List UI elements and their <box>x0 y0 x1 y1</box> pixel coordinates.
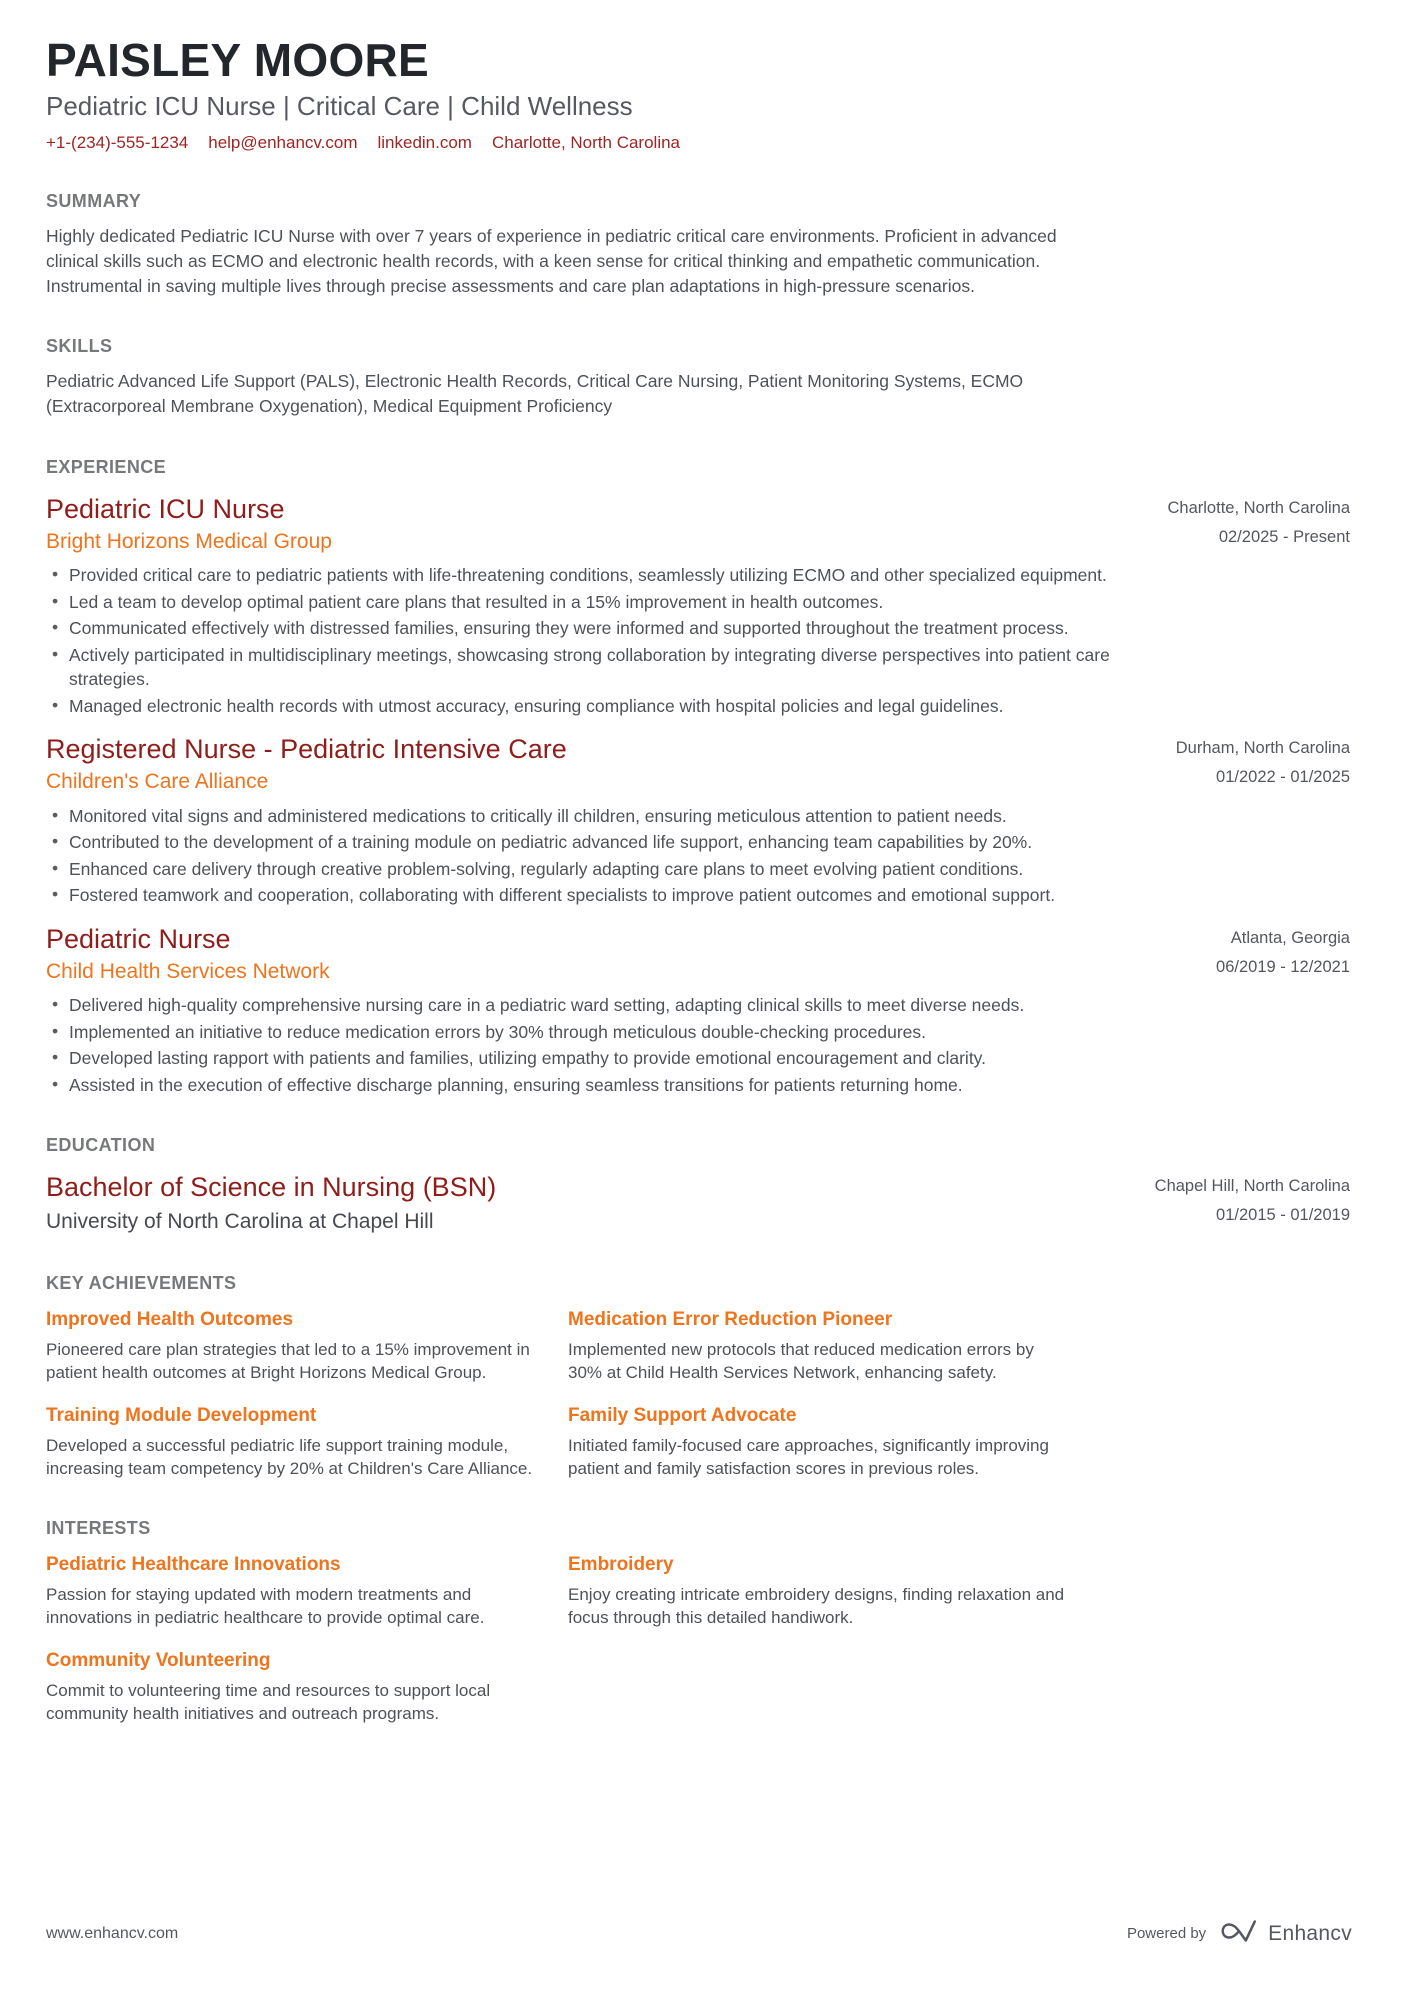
contact-linkedin-link[interactable]: linkedin.com <box>377 132 472 152</box>
contact-phone: +1-(234)-555-1234 <box>46 132 189 152</box>
interest-item <box>46 1553 546 1629</box>
education-school: University of North Carolina at Chapel Hill <box>46 1210 434 1234</box>
education-meta <box>1155 1172 1350 1230</box>
enhancv-brand <box>1218 1916 1352 1951</box>
candidate-name: PAISLEY MOORE <box>46 34 430 86</box>
education-dates: 01/2015 - 01/2019 <box>1216 1206 1350 1225</box>
job-dates: 02/2025 - Present <box>1218 528 1350 547</box>
interest-text: Enjoy creating intricate embroidery designs, finding relaxation and focus through this detailed handiwork. <box>568 1585 1065 1627</box>
education-section <box>46 1135 1350 1235</box>
job-meta <box>1168 494 1351 552</box>
interest-title: Embroidery <box>568 1554 674 1576</box>
achievement-text: Implemented new protocols that reduced medication errors by 30% at Child Health Services Network, enhancing safety. <box>568 1340 1034 1382</box>
skills-text: Pediatric Advanced Life Support (PALS), Electronic Health Records, Critical Care Nursing, Patient Monitoring Systems, ECMO (Extracorporeal Membrane Oxygenation), Medical Equipment Proficiency <box>46 371 1024 417</box>
experience-heading: EXPERIENCE <box>46 457 167 478</box>
bullet-item: • Actively participated in multidisciplinary meetings, showcasing strong collaboration by integrating diverse perspectives into patient care strategies. <box>46 643 1110 692</box>
enhancv-logo-icon <box>1218 1916 1260 1951</box>
bullet-item: • Implemented an initiative to reduce medication errors by 30% through meticulous double-checking procedures. <box>46 1020 1110 1045</box>
bullet-item: • Developed lasting rapport with patients and families, utilizing empathy to provide emotional encouragement and clarity. <box>46 1046 1110 1071</box>
bullet-item: • Delivered high-quality comprehensive nursing care in a pediatric ward setting, adapting clinical skills to meet diverse needs. <box>46 993 1110 1018</box>
job-entry <box>46 924 1350 1097</box>
interest-text: Commit to volunteering time and resources to support local community health initiatives and outreach programs. <box>46 1681 491 1723</box>
job-entry-head <box>46 924 1350 985</box>
job-title-block <box>46 924 330 985</box>
achievement-text: Initiated family-focused care approaches, significantly improving patient and family satisfaction scores in previous roles. <box>568 1436 1049 1478</box>
interest-item <box>46 1649 546 1725</box>
powered-by-label: Powered by <box>1126 1925 1207 1942</box>
job-company: Child Health Services Network <box>46 959 330 983</box>
achievement-item <box>568 1404 1070 1480</box>
job-title: Pediatric Nurse <box>46 923 231 954</box>
enhancv-wordmark: Enhancv <box>1268 1921 1352 1945</box>
job-entry-head <box>46 494 1350 555</box>
bullet-item: • Managed electronic health records with utmost accuracy, ensuring compliance with hospital policies and legal guidelines. <box>46 694 1110 719</box>
footer-url-link[interactable]: www.enhancv.com <box>46 1924 179 1942</box>
candidate-headline: Pediatric ICU Nurse | Critical Care | Child Wellness <box>46 90 633 121</box>
achievements-heading: KEY ACHIEVEMENTS <box>46 1273 237 1294</box>
bullet-item: • Fostered teamwork and cooperation, collaborating with different specialists to improve patient outcomes and emotional support. <box>46 883 1110 908</box>
job-meta <box>1176 734 1350 792</box>
job-title: Registered Nurse - Pediatric Intensive Care <box>46 734 567 765</box>
job-dates: 06/2019 - 12/2021 <box>1216 957 1350 976</box>
achievement-item <box>568 1308 1070 1384</box>
interest-item <box>568 1553 1070 1629</box>
achievement-text: Pioneered care plan strategies that led to a 15% improvement in patient health outcomes at Bright Horizons Medical Group. <box>46 1340 530 1382</box>
education-location: Chapel Hill, North Carolina <box>1154 1177 1350 1196</box>
job-meta <box>1216 924 1350 982</box>
contact-location: Charlotte, North Carolina <box>491 132 681 152</box>
job-company: Children's Care Alliance <box>46 770 269 794</box>
contact-row <box>46 133 1350 153</box>
achievements-section <box>46 1273 1350 1480</box>
job-location: Durham, North Carolina <box>1175 739 1350 758</box>
powered-by-block[interactable] <box>1127 1916 1352 1951</box>
job-entry-head <box>46 734 1350 795</box>
achievement-title: Training Module Development <box>46 1405 317 1427</box>
job-company: Bright Horizons Medical Group <box>46 530 332 554</box>
job-location: Charlotte, North Carolina <box>1167 499 1350 518</box>
skills-section <box>46 336 1350 419</box>
experience-section <box>46 457 1350 1097</box>
interest-title: Community Volunteering <box>46 1650 271 1672</box>
achievements-grid <box>46 1308 1350 1480</box>
achievement-item <box>46 1404 546 1480</box>
achievement-title: Improved Health Outcomes <box>46 1309 294 1331</box>
achievement-title: Family Support Advocate <box>568 1405 797 1427</box>
education-title-block <box>46 1172 496 1235</box>
interest-title: Pediatric Healthcare Innovations <box>46 1554 341 1576</box>
job-title: Pediatric ICU Nurse <box>46 494 285 525</box>
bullet-item: • Led a team to develop optimal patient care plans that resulted in a 15% improvement in health outcomes. <box>46 590 1110 615</box>
interests-grid <box>46 1553 1350 1725</box>
interests-section <box>46 1518 1350 1725</box>
summary-heading: SUMMARY <box>46 190 142 211</box>
job-dates: 01/2022 - 01/2025 <box>1216 768 1350 787</box>
interest-text: Passion for staying updated with modern treatments and innovations in pediatric healthcare to provide optimal care. <box>46 1585 485 1627</box>
achievement-title: Medication Error Reduction Pioneer <box>568 1309 893 1331</box>
job-entry <box>46 734 1350 907</box>
bullet-item: • Monitored vital signs and administered medications to critically ill children, ensuring meticulous attention to patient needs. <box>46 804 1110 829</box>
achievement-text: Developed a successful pediatric life support training module, increasing team competency by 20% at Children's Care Alliance. <box>46 1436 533 1478</box>
summary-text: Highly dedicated Pediatric ICU Nurse with over 7 years of experience in pediatric critical care environments. Proficient in advanced clinical skills such as ECMO and electronic health records, with a keen sense for critical thinking and empathetic communication. Instrumental in saving multiple lives through precise assessments and care plan adaptations in high-pressure scenarios. <box>46 225 1057 296</box>
job-title-block <box>46 494 332 555</box>
bullet-item: • Assisted in the execution of effective discharge planning, ensuring seamless transitions for patients returning home. <box>46 1073 1110 1098</box>
education-heading: EDUCATION <box>46 1135 156 1156</box>
education-entry <box>46 1172 1350 1235</box>
bullet-item: • Provided critical care to pediatric patients with life-threatening conditions, seamlessly utilizing ECMO and other specialized equipment. <box>46 563 1110 588</box>
bullet-item: • Enhanced care delivery through creative problem-solving, regularly adapting care plans to meet evolving patient conditions. <box>46 857 1110 882</box>
contact-email-link[interactable]: help@enhancv.com <box>208 132 358 152</box>
education-degree: Bachelor of Science in Nursing (BSN) <box>46 1172 497 1203</box>
job-bullet-list <box>46 804 1110 908</box>
interests-heading: INTERESTS <box>46 1518 151 1539</box>
interest-item-empty <box>568 1649 1070 1725</box>
bullet-item: • Contributed to the development of a training module on pediatric advanced life support, enhancing team capabilities by 20%. <box>46 830 1110 855</box>
page-footer <box>46 1916 1352 1951</box>
skills-heading: SKILLS <box>46 336 113 357</box>
job-bullet-list <box>46 563 1110 718</box>
job-location: Atlanta, Georgia <box>1230 928 1350 947</box>
bullet-item: • Communicated effectively with distressed families, ensuring they were informed and supported throughout the treatment process. <box>46 616 1110 641</box>
job-entry <box>46 494 1350 718</box>
education-entry-head <box>46 1172 1350 1235</box>
achievement-item <box>46 1308 546 1384</box>
job-bullet-list <box>46 993 1110 1097</box>
summary-section <box>46 191 1350 299</box>
resume-header <box>46 36 1350 153</box>
job-title-block <box>46 734 567 795</box>
